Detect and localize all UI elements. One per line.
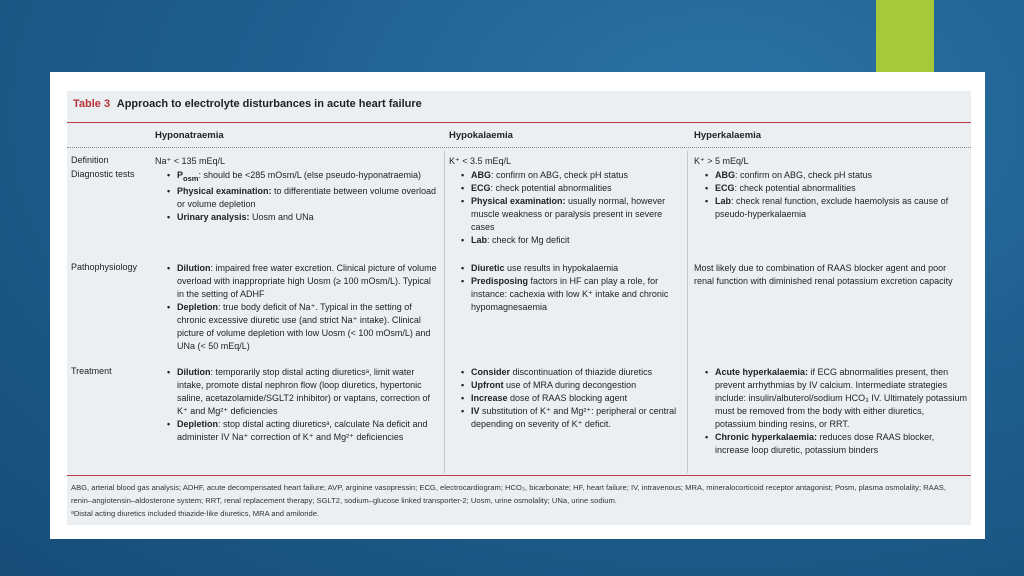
col-header-hyperkalaemia: Hyperkalaemia [694,130,762,141]
bullet-text: reduces dose RAAS blocker, increase loop diuretic, potassium binders [715,432,935,455]
bullet-item [163,366,439,418]
bullet-item [163,185,439,211]
bullet-lead: Depletion [177,419,219,429]
bullet-lead: Urinary analysis: [177,211,250,222]
bullet-text: if ECG abnormalities present, then prevent arrhythmias by IV calcium. Intermediate strategies include: insulin/albuterol/sodium HCO₃ IV. Ultimately potassium must be removed from the body with either diuretics, potassium binding resins, or RRT. [715,367,967,429]
bullet-item [163,418,439,444]
accent-bar [876,0,934,72]
header-rule [67,147,971,148]
bullet-item [701,195,967,221]
table-panel [67,91,971,525]
bullet-item [163,301,439,353]
definition-hypokalaemia: K⁺ < 3.5 mEq/L [449,156,512,166]
row-label-diagnostic: Diagnostic tests [71,169,135,179]
col-header-hypokalaemia: Hypokalaemia [449,130,513,141]
bullet-item [457,405,683,431]
table-label: Table 3 [73,98,111,110]
bullet-lead: IV [471,406,480,416]
bullet-text: : check potential abnormalities [490,183,612,193]
bullet-text: discontinuation of thiazide diuretics [510,367,653,377]
bullet-lead: ABG [471,170,491,180]
col-header-hyponatraemia: Hyponatraemia [155,130,224,141]
bullet-lead: Predisposing [471,276,529,286]
bullet-lead: Diuretic [471,263,505,273]
row-label-definition: Definition [71,155,109,165]
bullet-item [163,211,439,224]
bullet-lead: Acute hyperkalaemia: [715,367,809,377]
treatment-hyperkalaemia-list [701,366,967,457]
treatment-hyponatraemia-list [163,366,439,444]
bullet-lead: ECG [715,183,735,193]
bullet-item [457,275,683,314]
bullet-text: : confirm on ABG, check pH status [491,170,629,180]
bullet-text: factors in HF can play a role, for instance: cachexia with low K⁺ intake and chronic hypomagnesaemia [471,276,669,312]
bullet-lead: Increase [471,393,508,403]
bullet-text: use of MRA during decongestion [503,380,637,390]
title-rule [67,122,971,123]
bullet-text: substitution of K⁺ and Mg²⁺: peripheral or central depending on severity of K⁺ deficit. [471,406,677,429]
bullet-item [457,262,683,275]
pathophysiology-hyponatraemia-list [163,262,439,353]
pathophysiology-hypokalaemia-list [457,262,683,314]
bullet-text: : stop distal acting diureticsᵃ, calculate Na deficit and administer IV Na⁺ correction of K⁺ and Mg²⁺ deficiencies [177,419,428,442]
column-divider [444,151,445,473]
bullet-lead: P [177,170,184,180]
column-divider [687,151,688,473]
bullet-item [163,262,439,301]
bullet-subscript: osm [183,173,199,183]
diagnostic-hypokalaemia-list [457,169,683,247]
bullet-item [457,234,683,247]
bullet-lead: ABG [715,170,735,180]
bullet-lead: Dilution [177,367,211,377]
bullet-text: : check for Mg deficit [487,235,570,245]
bullet-item [457,182,683,195]
bullet-lead: Depletion [177,302,219,312]
bullet-lead: Physical examination: [177,185,272,196]
bullet-lead: Chronic hyperkalaemia: [715,432,818,442]
diagnostic-hyperkalaemia-list [701,169,967,221]
bullet-item [701,366,967,431]
bullet-text: : should be <285 mOsm/L (else pseudo-hyponatraemia) [198,170,421,180]
bullet-item [701,431,967,457]
diagnostic-hyponatraemia-list [163,169,439,224]
bullet-text: to differentiate between volume overload or volume depletion [177,185,436,209]
bullet-item [457,392,683,405]
bullet-text: dose of RAAS blocking agent [507,393,628,403]
bullet-lead: Physical examination: [471,196,566,206]
bullet-lead: Lab [471,235,488,245]
bullet-lead: ECG [471,183,491,193]
bullet-text: : temporarily stop distal acting diureticsᵃ, limit water intake, promote distal nephron flow (loop diuretics, hypertonic saline, acetazolamide/SGLT2 inhibitor) or vaptans, correction of K⁺ and Mg²⁺ deficiencies [177,367,430,416]
bullet-item [457,366,683,379]
table-heading: Approach to electrolyte disturbances in acute heart failure [116,98,422,110]
footer-rule [67,475,971,476]
definition-hyponatraemia: Na⁺ < 135 mEq/L [155,156,226,166]
table-footnote [71,481,967,520]
bullet-lead: Consider [471,367,511,377]
bullet-lead: Lab [715,196,732,206]
pathophysiology-hyperkalaemia: Most likely due to combination of RAAS blocker agent and poor renal function with diminished renal potassium excretion capacity [694,263,953,286]
bullet-text: : true body deficit of Na⁺. Typical in the setting of chronic excessive diuretic use (and strict Na⁺ intake). Clinical picture of volume depletion with low Uosm (< 100 mOsm/L) and UNa (< 50 mEq/L) [177,302,431,351]
bullet-text: : check potential abnormalities [734,183,856,193]
slide-card [50,72,985,539]
bullet-text: : confirm on ABG, check pH status [735,170,873,180]
bullet-item [701,169,967,182]
row-label-pathophysiology: Pathophysiology [71,262,138,272]
treatment-hypokalaemia-list [457,366,683,431]
row-label-treatment: Treatment [71,366,112,376]
table-title [73,98,422,110]
bullet-item [457,379,683,392]
bullet-item [457,169,683,182]
footnote-abbreviations: ABG, arterial blood gas analysis; ADHF, acute decompensated heart failure; AVP, arginine vasopressin; ECG, electrocardiogram; HCO₃, bicarbonate; HF, heart failure; IV, intravenous; MRA, mineralocorticoid receptor antagonist; Posm, plasma osmolality; RAAS, renin–angiotensin–aldosterone system; RRT, renal replacement therapy; SGLT2, sodium–glucose linked transporter-2; Uosm, urine osmolality; UNa, urine sodium. [71,483,946,505]
bullet-item [163,169,439,185]
footnote-a: ᵃDistal acting diuretics included thiazide-like diuretics, MRA and amiloride. [71,509,320,518]
bullet-text: use results in hypokalaemia [504,263,619,273]
bullet-text: : check renal function, exclude haemolysis as cause of pseudo-hyperkalaemia [715,196,949,219]
bullet-text: : impaired free water excretion. Clinical picture of volume overload with inappropriate high Uosm (≥ 100 mOsm/L). Typical in the setting of ADHF [177,263,437,299]
definition-hyperkalaemia: K⁺ > 5 mEq/L [694,156,749,166]
bullet-item [701,182,967,195]
bullet-text: usually normal, however muscle weakness or paralysis present in severe cases [471,196,666,232]
bullet-item [457,195,683,234]
bullet-lead: Upfront [471,380,504,390]
bullet-text: Uosm and UNa [249,211,314,222]
bullet-lead: Dilution [177,263,211,273]
